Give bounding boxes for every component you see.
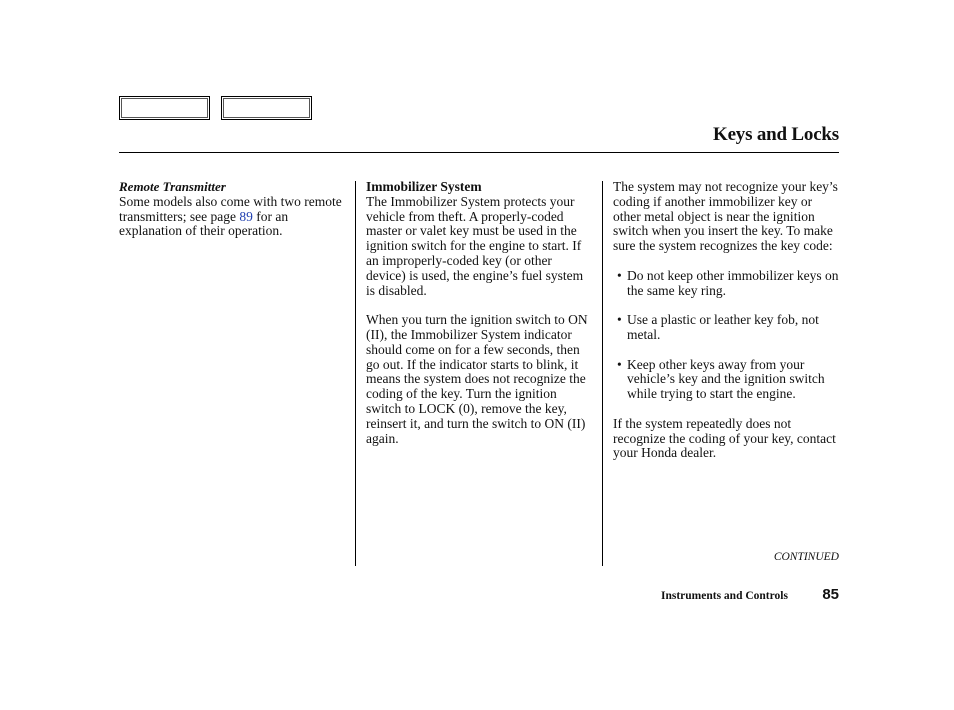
immobilizer-heading: Immobilizer System bbox=[366, 179, 482, 194]
list-item: • Do not keep other immobilizer keys on the same key ring. bbox=[613, 269, 839, 299]
right-column bbox=[613, 180, 839, 476]
continued-label: CONTINUED bbox=[773, 551, 839, 563]
column-divider-1 bbox=[355, 181, 356, 566]
section-title: Keys and Locks bbox=[712, 124, 839, 145]
key-tips-list bbox=[613, 269, 839, 402]
immobilizer-paragraph-2: When you turn the ignition switch to ON (II), the Immobilizer System indicator should come on for a few seconds, then go out. If the indicator starts to blink, it means the system does not recognize the coding of the key. Turn the ignition switch to LOCK (0), remove the key, reinsert it, and turn the switch to ON (II) again. bbox=[366, 312, 588, 446]
remote-text-before-link: Some models also come with two remote transmitters; see page bbox=[119, 193, 342, 224]
middle-column bbox=[366, 180, 592, 461]
nav-button-index[interactable] bbox=[221, 96, 312, 120]
list-item: • Use a plastic or leather key fob, not metal. bbox=[613, 313, 839, 343]
remote-transmitter-heading: Remote Transmitter bbox=[119, 179, 226, 194]
remote-transmitter-text bbox=[119, 195, 345, 239]
footer-section-name: Instruments and Controls bbox=[661, 590, 788, 602]
column-divider-2 bbox=[602, 181, 603, 566]
immobilizer-paragraph-1: The Immobilizer System protects your vehicle from theft. A properly-coded master or valet key must be used in the ignition switch for the engine to start. If an improperly-coded key (or other device) is used, the engine’s fuel system is disabled. bbox=[366, 193, 584, 298]
page-89-link[interactable]: 89 bbox=[239, 208, 253, 224]
header-divider bbox=[119, 152, 839, 153]
list-item: • Keep other keys away from your vehicle’s key and the ignition switch while trying to start the engine. bbox=[613, 358, 839, 402]
remote-text-after-link: for an explanation of their operation. bbox=[119, 208, 289, 239]
dealer-paragraph: If the system repeatedly does not recognize the coding of your key, contact your Honda dealer. bbox=[613, 415, 836, 461]
nav-button-main-menu[interactable] bbox=[119, 96, 210, 120]
key-coding-paragraph: The system may not recognize your key’s coding if another immobilizer key or other metal object is near the ignition switch when you insert the key. To make sure the system recognizes the key code: bbox=[613, 179, 838, 254]
page-number: 85 bbox=[822, 586, 839, 603]
left-column bbox=[119, 180, 345, 254]
